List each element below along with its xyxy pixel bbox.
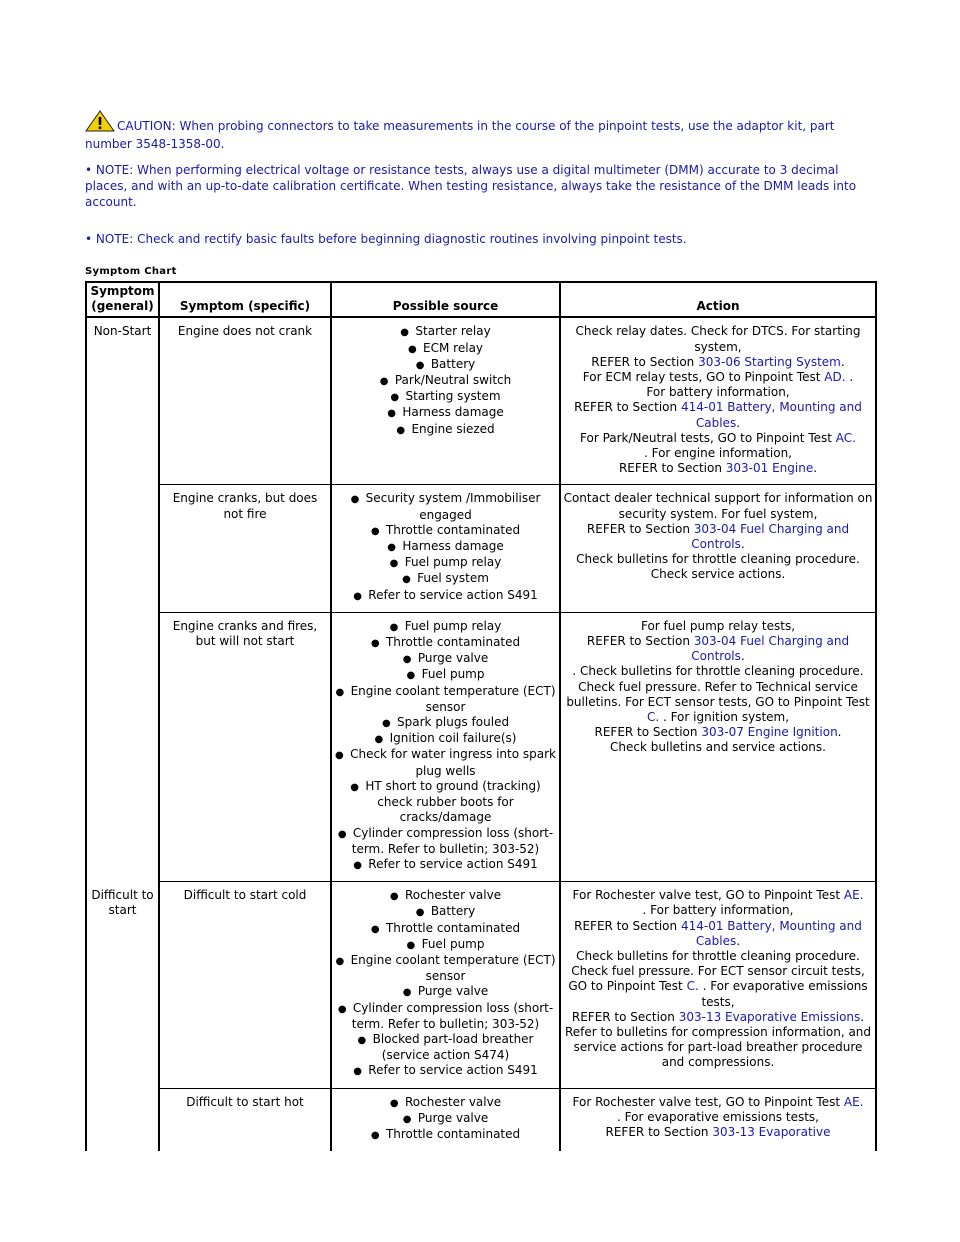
possible-source-list bbox=[334, 324, 557, 437]
action-cell bbox=[560, 485, 876, 612]
possible-source-item: ● Purge valve bbox=[334, 984, 557, 1000]
header-symptom-general: Symptom (general) bbox=[86, 282, 159, 317]
action-line: For fuel pump relay tests, bbox=[640, 618, 796, 633]
header-symptom-specific: Symptom (specific) bbox=[159, 282, 331, 317]
caution-text: CAUTION: When probing connectors to take measurements in the course of the pinpoint tests, use the adaptor kit, part number 3548-1358-00. bbox=[85, 119, 835, 151]
section-link[interactable]: C. bbox=[646, 710, 660, 725]
section-link[interactable]: AD. bbox=[824, 370, 846, 385]
symptom-general-cell bbox=[86, 485, 159, 612]
table-header-row bbox=[86, 282, 876, 317]
section-link[interactable]: C. bbox=[686, 979, 699, 994]
symptom-specific-cell: Difficult to start hot bbox=[159, 1088, 331, 1151]
possible-source-list bbox=[334, 619, 557, 873]
section-link[interactable]: 414-01 Battery, Mounting and Cables bbox=[680, 400, 862, 430]
section-link[interactable]: 303-13 Evaporative bbox=[712, 1124, 831, 1139]
symptom-general-cell: Difficult to start bbox=[86, 882, 159, 1088]
possible-source-item: ● Throttle contaminated bbox=[334, 635, 557, 651]
possible-source-item: ● Throttle contaminated bbox=[334, 1127, 557, 1143]
action-line: . Check bulletins for throttle cleaning procedure. Check fuel pressure. Refer to Technical service bulletins. For ECT sensor tests, GO to Pinpoint Test C. . For ignition system, bbox=[566, 664, 870, 725]
possible-source-list bbox=[334, 888, 557, 1079]
table-row bbox=[86, 485, 876, 612]
table-row bbox=[86, 317, 876, 485]
symptom-chart-title: Symptom Chart bbox=[85, 266, 177, 277]
section-link[interactable]: 414-01 Battery, Mounting and Cables bbox=[680, 918, 862, 948]
note-basic-faults: • NOTE: Check and rectify basic faults before beginning diagnostic routines involving pinpoint tests. bbox=[85, 232, 687, 246]
possible-source-item: ● Fuel pump bbox=[334, 937, 557, 953]
possible-source-item: ● Refer to service action S491 bbox=[334, 857, 557, 873]
possible-source-item: ● Ignition coil failure(s) bbox=[334, 731, 557, 747]
action-line: Refer to bulletins for compression information, and service actions for part-load breather procedure and compressions. bbox=[564, 1024, 872, 1070]
possible-source-item: ● HT short to ground (tracking) check rubber boots for cracks/damage bbox=[334, 779, 557, 826]
action-line: Check bulletins for throttle cleaning procedure. Check service actions. bbox=[576, 552, 860, 582]
possible-source-item: ● Park/Neutral switch bbox=[334, 373, 557, 389]
section-link[interactable]: 303-13 Evaporative Emissions bbox=[678, 1009, 861, 1024]
possible-source-item: ● Starter relay bbox=[334, 324, 557, 340]
possible-source-item: ● Purge valve bbox=[334, 651, 557, 667]
action-line: REFER to Section 303-04 Fuel Charging and Controls. bbox=[586, 634, 850, 664]
possible-source-cell bbox=[331, 882, 560, 1088]
action-line: REFER to Section 414-01 Battery, Mounting and Cables. bbox=[574, 918, 862, 948]
warning-icon bbox=[85, 110, 115, 136]
action-line: Check relay dates. Check for DTCS. For starting system, bbox=[575, 324, 861, 354]
possible-source-item: ● Engine coolant temperature (ECT) sensor bbox=[334, 953, 557, 984]
possible-source-item: ● Fuel system bbox=[334, 571, 557, 587]
action-line: REFER to Section 303-04 Fuel Charging and Controls. bbox=[586, 521, 850, 552]
possible-source-item: ● Refer to service action S491 bbox=[334, 588, 557, 604]
possible-source-item: ● Check for water ingress into spark plug wells bbox=[334, 747, 557, 778]
action-line: For Park/Neutral tests, GO to Pinpoint Test AC. bbox=[580, 430, 856, 445]
possible-source-item: ● Cylinder compression loss (short-term. Refer to bulletin; 303-52) bbox=[334, 1001, 557, 1032]
action-line: For battery information, bbox=[646, 385, 790, 400]
action-line: REFER to Section 303-06 Starting System. bbox=[591, 354, 845, 369]
caution-note bbox=[85, 110, 865, 152]
section-link[interactable]: AE. bbox=[843, 888, 864, 903]
action-line: REFER to Section 303-07 Engine Ignition. bbox=[594, 725, 842, 740]
possible-source-list bbox=[334, 491, 557, 603]
action-line: For Rochester valve test, GO to Pinpoint Test AE. bbox=[572, 1094, 864, 1109]
action-line: REFER to Section 303-13 Evaporative Emissions. bbox=[571, 1009, 865, 1024]
possible-source-item: ● Rochester valve bbox=[334, 1095, 557, 1111]
section-link[interactable]: AC. bbox=[835, 430, 856, 445]
table-row bbox=[86, 1088, 876, 1151]
possible-source-item: ● Throttle contaminated bbox=[334, 921, 557, 937]
action-cell bbox=[560, 882, 876, 1088]
possible-source-item: ● Spark plugs fouled bbox=[334, 715, 557, 731]
possible-source-item: ● Rochester valve bbox=[334, 888, 557, 904]
symptom-specific-cell: Engine does not crank bbox=[159, 317, 331, 485]
header-possible-source: Possible source bbox=[331, 282, 560, 317]
possible-source-item: ● Security system /Immobiliser engaged bbox=[334, 491, 557, 522]
action-line: REFER to Section 303-13 Evaporative bbox=[605, 1124, 831, 1139]
symptom-general-cell: Non-Start bbox=[86, 317, 159, 485]
possible-source-item: ● Throttle contaminated bbox=[334, 523, 557, 539]
possible-source-item: ● Harness damage bbox=[334, 405, 557, 421]
possible-source-cell bbox=[331, 612, 560, 881]
action-line: Check bulletins for throttle cleaning procedure. Check fuel pressure. For ECT sensor circuit tests, GO to Pinpoint Test C. . For evaporative emissions tests, bbox=[568, 948, 868, 1009]
action-cell bbox=[560, 317, 876, 485]
action-line: REFER to Section 414-01 Battery, Mounting and Cables. bbox=[574, 400, 862, 430]
possible-source-item: ● Fuel pump relay bbox=[334, 555, 557, 571]
section-link[interactable]: 303-06 Starting System bbox=[698, 354, 841, 369]
possible-source-cell bbox=[331, 485, 560, 612]
header-action: Action bbox=[560, 282, 876, 317]
possible-source-item: ● Blocked part-load breather (service action S474) bbox=[334, 1032, 557, 1063]
possible-source-list bbox=[334, 1095, 557, 1144]
symptom-specific-cell: Engine cranks and fires, but will not start bbox=[159, 612, 331, 881]
possible-source-item: ● Cylinder compression loss (short-term. Refer to bulletin; 303-52) bbox=[334, 826, 557, 857]
possible-source-item: ● Fuel pump relay bbox=[334, 619, 557, 635]
action-line: . For battery information, bbox=[642, 903, 794, 918]
table-row bbox=[86, 882, 876, 1088]
note-multimeter: • NOTE: When performing electrical voltage or resistance tests, always use a digital multimeter (DMM) accurate to 3 decimal places, and with an up-to-date calibration certificate. When testing resistance, always take the resistance of the DMM leads into account. bbox=[85, 163, 857, 209]
possible-source-item: ● Fuel pump bbox=[334, 667, 557, 683]
possible-source-item: ● Starting system bbox=[334, 389, 557, 405]
action-line: . For engine information, bbox=[643, 446, 792, 461]
possible-source-item: ● Purge valve bbox=[334, 1111, 557, 1127]
action-line: Check bulletins and service actions. bbox=[610, 740, 826, 755]
action-cell bbox=[560, 1088, 876, 1151]
symptom-general-cell bbox=[86, 1088, 159, 1151]
possible-source-item: ● ECM relay bbox=[334, 341, 557, 357]
possible-source-item: ● Engine siezed bbox=[334, 422, 557, 438]
section-link[interactable]: 303-04 Fuel Charging and Controls bbox=[691, 521, 850, 552]
possible-source-item: ● Engine coolant temperature (ECT) sensor bbox=[334, 684, 557, 715]
section-link[interactable]: 303-07 Engine Ignition bbox=[701, 725, 838, 740]
section-link[interactable]: 303-01 Engine bbox=[725, 461, 814, 476]
symptom-specific-cell: Engine cranks, but does not fire bbox=[159, 485, 331, 612]
action-line: Contact dealer technical support for information on security system. For fuel system, bbox=[563, 491, 873, 521]
possible-source-cell bbox=[331, 317, 560, 485]
symptom-table bbox=[85, 281, 877, 1151]
possible-source-item: ● Harness damage bbox=[334, 539, 557, 555]
possible-source-cell bbox=[331, 1088, 560, 1151]
section-link[interactable]: AE. bbox=[843, 1094, 864, 1109]
action-line: For Rochester valve test, GO to Pinpoint Test AE. bbox=[572, 888, 864, 903]
possible-source-item: ● Battery bbox=[334, 357, 557, 373]
section-link[interactable]: 303-04 Fuel Charging and Controls bbox=[691, 634, 850, 664]
table-row bbox=[86, 612, 876, 881]
possible-source-item: ● Refer to service action S491 bbox=[334, 1063, 557, 1079]
symptom-general-cell bbox=[86, 612, 159, 881]
action-line: For ECM relay tests, GO to Pinpoint Test AD. . bbox=[582, 370, 854, 385]
possible-source-item: ● Battery bbox=[334, 904, 557, 920]
symptom-specific-cell: Difficult to start cold bbox=[159, 882, 331, 1088]
action-cell bbox=[560, 612, 876, 881]
action-line: REFER to Section 303-01 Engine. bbox=[618, 461, 818, 476]
action-line: . For evaporative emissions tests, bbox=[617, 1109, 819, 1124]
